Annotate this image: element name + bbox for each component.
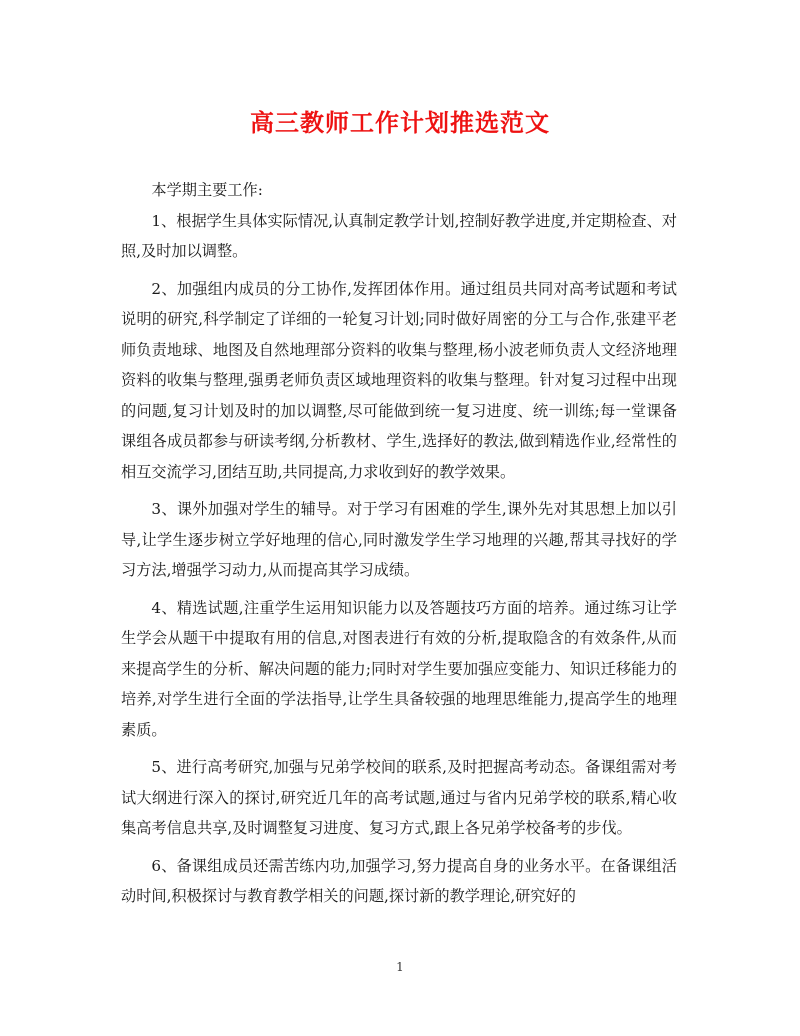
paragraph-6: 6、备课组成员还需苦练内功,加强学习,努力提高自身的业务水平。在备课组活动时间,积极探讨与教育教学相关的问题,探讨新的教学理论,研究好的 xyxy=(121,856,677,905)
page-number: 1 xyxy=(396,960,404,974)
paragraph-4: 4、精选试题,注重学生运用知识能力以及答题技巧方面的培养。通过练习让学生学会从题干中提取有用的信息,对图表进行有效的分析,提取隐含的有效条件,从而来提高学生的分析、解决问题的能力;同时对学生要加强应变能力、知识迁移能力的培养,对学生进行全面的学法指导,让学生具备较强的地理思维能力,提高学生的地理素质。 xyxy=(121,598,677,739)
paragraph-1: 1、根据学生具体实际情况,认真制定教学计划,控制好教学进度,并定期检查、对照,及时加以调整。 xyxy=(121,211,677,260)
page-title: 高三教师工作计划推选范文 xyxy=(250,108,550,137)
paragraph-3: 3、课外加强对学生的辅导。对于学习有困难的学生,课外先对其思想上加以引导,让学生逐步树立学好地理的信心,同时激发学生学习地理的兴趣,帮其寻找好的学习方法,增强学习动力,从而提高其学习成绩。 xyxy=(121,500,677,579)
paragraph-2: 2、加强组内成员的分工协作,发挥团体作用。通过组员共同对高考试题和考试说明的研究,科学制定了详细的一轮复习计划;同时做好周密的分工与合作,张建平老师负责地球、地图及自然地理部分资料的收集与整理,杨小波老师负责人文经济地理资料的收集与整理,强勇老师负责区域地理资料的收集与整理。针对复习过程中出现的问题,复习计划及时的加以调整,尽可能做到统一复习进度、统一训练;每一堂课备课组各成员都参与研读考纲,分析教材、学生,选择好的教法,做到精选作业,经常性的相互交流学习,团结互助,共同提高,力求收到好的教学效果。 xyxy=(121,279,677,481)
paragraph-5: 5、进行高考研究,加强与兄弟学校间的联系,及时把握高考动态。备课组需对考试大纲进行深入的探讨,研究近几年的高考试题,通过与省内兄弟学校的联系,精心收集高考信息共享,及时调整复习进度、复习方式,跟上各兄弟学校备考的步伐。 xyxy=(121,758,677,837)
intro-paragraph: 本学期主要工作: xyxy=(151,181,263,199)
document-body xyxy=(121,175,677,919)
